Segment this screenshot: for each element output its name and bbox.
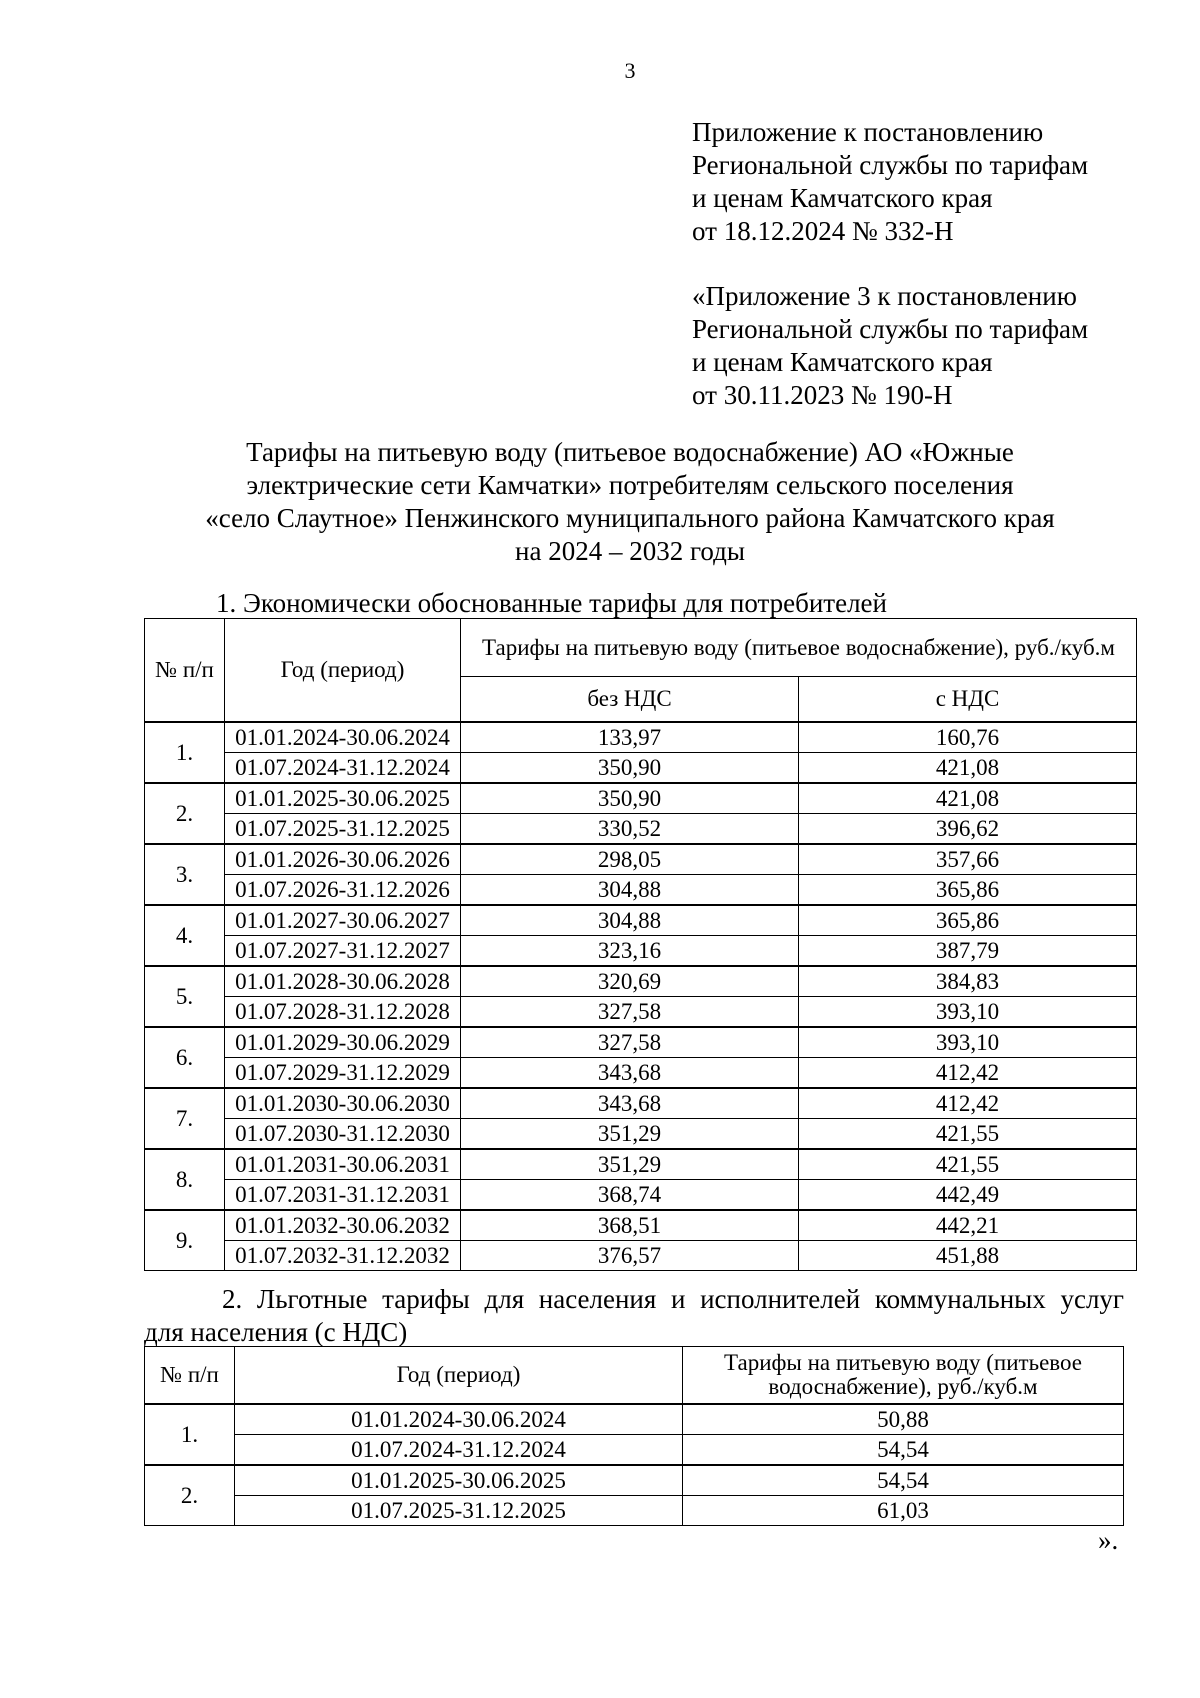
period-cell: 01.07.2032-31.12.2032: [225, 1241, 461, 1271]
header-with-vat: с НДС: [799, 677, 1137, 723]
table-row: [145, 1210, 1137, 1241]
no-vat-cell: 343,68: [461, 1058, 799, 1089]
period-cell: 01.07.2027-31.12.2027: [225, 936, 461, 967]
no-vat-cell: 327,58: [461, 997, 799, 1028]
period-cell: 01.01.2031-30.06.2031: [225, 1149, 461, 1180]
table-row: [145, 966, 1137, 997]
row-number-cell: 6.: [145, 1027, 225, 1088]
section2-heading-line: для населения (с НДС): [144, 1317, 408, 1347]
with-vat-cell: 365,86: [799, 905, 1137, 936]
no-vat-cell: 330,52: [461, 814, 799, 845]
with-vat-cell: 442,49: [799, 1180, 1137, 1211]
no-vat-cell: 323,16: [461, 936, 799, 967]
table-row: [145, 722, 1137, 753]
document-title: [150, 436, 1110, 568]
period-cell: 01.07.2028-31.12.2028: [225, 997, 461, 1028]
table-row: [145, 1241, 1137, 1271]
period-cell: 01.01.2025-30.06.2025: [225, 783, 461, 814]
period-cell: 01.07.2026-31.12.2026: [225, 875, 461, 906]
appendix-current-line: Приложение к постановлению: [692, 117, 1044, 147]
no-vat-cell: 368,74: [461, 1180, 799, 1211]
table-row: [145, 783, 1137, 814]
table-row: [145, 1435, 1124, 1466]
table-row: [145, 1465, 1124, 1496]
title-line: на 2024 – 2032 годы: [515, 536, 745, 566]
header-tariff: Тарифы на питьевую воду (питьевое водоснабжение), руб./куб.м: [461, 619, 1137, 677]
economic-tariffs-table: [144, 618, 1137, 1271]
with-vat-cell: 421,08: [799, 783, 1137, 814]
appendix-original-line: от 30.11.2023 № 190-Н: [692, 380, 953, 410]
table-row: [145, 844, 1137, 875]
header-tariff: [683, 1347, 1124, 1405]
period-cell: 01.07.2024-31.12.2024: [235, 1435, 683, 1466]
no-vat-cell: 376,57: [461, 1241, 799, 1271]
row-number-cell: 2.: [145, 1465, 235, 1526]
with-vat-cell: 160,76: [799, 722, 1137, 753]
table-row: [145, 1404, 1124, 1435]
preferential-tariffs-table: [144, 1346, 1124, 1526]
no-vat-cell: 351,29: [461, 1149, 799, 1180]
row-number-cell: 2.: [145, 783, 225, 844]
header-tariff-line: Тарифы на питьевую воду (питьевое: [724, 1350, 1082, 1375]
value-cell: 61,03: [683, 1496, 1124, 1526]
period-cell: 01.01.2026-30.06.2026: [225, 844, 461, 875]
table-row: [145, 905, 1137, 936]
with-vat-cell: 393,10: [799, 1027, 1137, 1058]
appendix-current-line: и ценам Камчатского края: [692, 183, 993, 213]
header-num: № п/п: [145, 619, 225, 723]
table-row: [145, 1027, 1137, 1058]
with-vat-cell: 421,08: [799, 753, 1137, 784]
no-vat-cell: 298,05: [461, 844, 799, 875]
no-vat-cell: 304,88: [461, 875, 799, 906]
period-cell: 01.01.2027-30.06.2027: [225, 905, 461, 936]
title-line: Тарифы на питьевую воду (питьевое водоснабжение) АО «Южные: [246, 437, 1014, 467]
header-no-vat: без НДС: [461, 677, 799, 723]
appendix-original-line: и ценам Камчатского края: [692, 347, 993, 377]
table-row: [145, 1496, 1124, 1526]
period-cell: 01.01.2032-30.06.2032: [225, 1210, 461, 1241]
with-vat-cell: 442,21: [799, 1210, 1137, 1241]
no-vat-cell: 327,58: [461, 1027, 799, 1058]
period-cell: 01.07.2031-31.12.2031: [225, 1180, 461, 1211]
page-number: 3: [624, 58, 636, 83]
value-cell: 54,54: [683, 1465, 1124, 1496]
row-number-cell: 8.: [145, 1149, 225, 1210]
no-vat-cell: 368,51: [461, 1210, 799, 1241]
appendix-current-block: [692, 116, 1088, 248]
with-vat-cell: 387,79: [799, 936, 1137, 967]
row-number-cell: 9.: [145, 1210, 225, 1271]
period-cell: 01.07.2025-31.12.2025: [225, 814, 461, 845]
with-vat-cell: 412,42: [799, 1058, 1137, 1089]
row-number-cell: 1.: [145, 722, 225, 783]
value-cell: 50,88: [683, 1404, 1124, 1435]
section2-heading: [144, 1283, 1124, 1349]
closing-quote-mark: ».: [1098, 1525, 1119, 1555]
period-cell: 01.07.2024-31.12.2024: [225, 753, 461, 784]
table-row: [145, 936, 1137, 967]
no-vat-cell: 343,68: [461, 1088, 799, 1119]
period-cell: 01.01.2029-30.06.2029: [225, 1027, 461, 1058]
appendix-original-line: «Приложение 3 к постановлению: [692, 281, 1077, 311]
row-number-cell: 3.: [145, 844, 225, 905]
appendix-current-line: Региональной службы по тарифам: [692, 150, 1089, 180]
with-vat-cell: 421,55: [799, 1119, 1137, 1150]
period-cell: 01.07.2030-31.12.2030: [225, 1119, 461, 1150]
table-row: [145, 875, 1137, 906]
with-vat-cell: 396,62: [799, 814, 1137, 845]
with-vat-cell: 384,83: [799, 966, 1137, 997]
with-vat-cell: 365,86: [799, 875, 1137, 906]
table-row: [145, 1088, 1137, 1119]
no-vat-cell: 304,88: [461, 905, 799, 936]
table-row: [145, 997, 1137, 1028]
with-vat-cell: 412,42: [799, 1088, 1137, 1119]
with-vat-cell: 357,66: [799, 844, 1137, 875]
no-vat-cell: 350,90: [461, 753, 799, 784]
appendix-current-line: от 18.12.2024 № 332-Н: [692, 216, 954, 246]
table-row: [145, 1149, 1137, 1180]
no-vat-cell: 351,29: [461, 1119, 799, 1150]
title-line: электрические сети Камчатки» потребителям сельского поселения: [246, 470, 1014, 500]
row-number-cell: 4.: [145, 905, 225, 966]
header-period: Год (период): [225, 619, 461, 723]
section2-heading-line: 2. Льготные тарифы для населения и исполнителей коммунальных услуг: [222, 1284, 1124, 1314]
table-row: [145, 814, 1137, 845]
with-vat-cell: 451,88: [799, 1241, 1137, 1271]
table-row: [145, 1058, 1137, 1089]
appendix-original-block: [692, 280, 1088, 412]
period-cell: 01.01.2030-30.06.2030: [225, 1088, 461, 1119]
row-number-cell: 7.: [145, 1088, 225, 1149]
title-line: «село Слаутное» Пенжинского муниципального района Камчатского края: [205, 503, 1055, 533]
table-row: [145, 1119, 1137, 1150]
row-number-cell: 5.: [145, 966, 225, 1027]
section1-heading: 1. Экономически обоснованные тарифы для потребителей: [216, 588, 887, 618]
header-period: Год (период): [235, 1347, 683, 1405]
no-vat-cell: 133,97: [461, 722, 799, 753]
no-vat-cell: 350,90: [461, 783, 799, 814]
row-number-cell: 1.: [145, 1404, 235, 1465]
header-tariff-line: водоснабжение), руб./куб.м: [768, 1374, 1038, 1399]
no-vat-cell: 320,69: [461, 966, 799, 997]
table-row: [145, 1180, 1137, 1211]
period-cell: 01.01.2024-30.06.2024: [235, 1404, 683, 1435]
period-cell: 01.01.2028-30.06.2028: [225, 966, 461, 997]
period-cell: 01.01.2024-30.06.2024: [225, 722, 461, 753]
period-cell: 01.07.2029-31.12.2029: [225, 1058, 461, 1089]
table-row: [145, 753, 1137, 784]
header-num: № п/п: [145, 1347, 235, 1405]
economic-tariffs-body: [145, 722, 1137, 1271]
period-cell: 01.01.2025-30.06.2025: [235, 1465, 683, 1496]
with-vat-cell: 421,55: [799, 1149, 1137, 1180]
period-cell: 01.07.2025-31.12.2025: [235, 1496, 683, 1526]
appendix-original-line: Региональной службы по тарифам: [692, 314, 1089, 344]
with-vat-cell: 393,10: [799, 997, 1137, 1028]
value-cell: 54,54: [683, 1435, 1124, 1466]
preferential-tariffs-body: [145, 1404, 1124, 1526]
